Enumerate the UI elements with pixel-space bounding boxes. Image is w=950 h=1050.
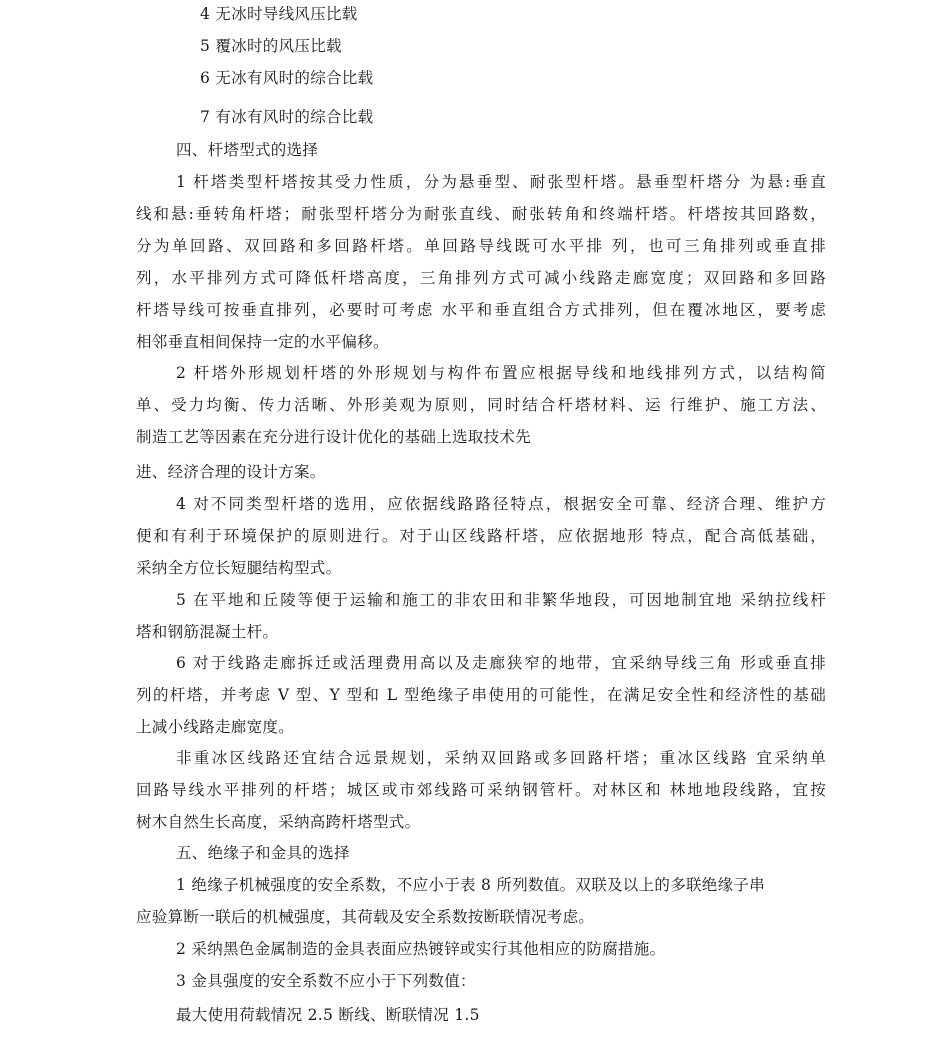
paragraph-line: 最大使用荷载情况 2.5 断线、断联情况 1.5 xyxy=(176,1006,480,1024)
paragraph-line: 2 采纳黑色金属制造的金具表面应热镀锌或实行其他相应的防腐措施。 xyxy=(176,940,666,958)
paragraph-line: 5 在平地和丘陵等便于运输和施工的非农田和非繁华地段，可因地制宜地 采纳拉线杆 xyxy=(176,591,826,609)
section-heading: 五、绝缘子和金具的选择 xyxy=(176,844,350,862)
paragraph-line: 相邻垂直相间保持一定的水平偏移。 xyxy=(136,333,389,351)
paragraph-line: 回路导线水平排列的杆塔；城区或市郊线路可采纳钢管杆。对林区和 林地地段线路，宜按 xyxy=(136,781,826,799)
paragraph-line: 制造工艺等因素在充分进行设计优化的基础上选取技术先 xyxy=(136,428,532,446)
section-heading: 四、杆塔型式的选择 xyxy=(176,141,319,159)
paragraph-line: 塔和钢筋混凝土杆。 xyxy=(136,623,279,641)
paragraph-line: 3 金具强度的安全系数不应小于下列数值： xyxy=(176,972,476,990)
paragraph-line: 进、经济合理的设计方案。 xyxy=(136,463,326,481)
list-item: 5 覆冰时的风压比载 xyxy=(200,37,342,55)
paragraph-line: 上减小线路走廊宽度。 xyxy=(136,718,295,736)
paragraph-line: 4 对不同类型杆塔的选用，应依据线路路径特点，根据安全可靠、经济合理、维护方 xyxy=(176,495,826,513)
paragraph-line: 列，水平排列方式可降低杆塔高度，三角排列方式可减小线路走廊宽度；双回路和多回路 xyxy=(136,269,826,287)
paragraph-line: 2 杆塔外形规划杆塔的外形规划与构件布置应根据导线和地线排列方式，以结构简 xyxy=(176,364,826,382)
paragraph-line: 单、受力均衡、传力活晰、外形美观为原则，同时结合杆塔材料、运 行维护、施工方法、 xyxy=(136,396,826,414)
paragraph-line: 应验算断一联后的机械强度，其荷载及安全系数按断联情况考虑。 xyxy=(136,908,595,926)
list-item: 6 无冰有风时的综合比载 xyxy=(200,69,374,87)
paragraph-line: 6 对于线路走廊拆迁或活理费用高以及走廊狭窄的地带，宜采纳导线三角 形或垂直排 xyxy=(176,654,826,672)
paragraph-line: 1 杆塔类型杆塔按其受力性质，分为悬垂型、耐张型杆塔。悬垂型杆塔分 为悬:垂直 xyxy=(176,173,826,191)
paragraph-line: 树木自然生长高度，采纳高跨杆塔型式。 xyxy=(136,813,421,831)
paragraph-line: 分为单回路、双回路和多回路杆塔。单回路导线既可水平排 列，也可三角排列或垂直排 xyxy=(136,237,826,255)
paragraph-line: 线和悬:垂转角杆塔；耐张型杆塔分为耐张直线、耐张转角和终端杆塔。杆塔按其回路数， xyxy=(136,205,826,223)
list-item: 4 无冰时导线风压比载 xyxy=(200,5,358,23)
paragraph-line: 列的杆塔，并考虑 V 型、Y 型和 L 型绝缘子串使用的可能性，在满足安全性和经济性的基础 xyxy=(136,686,826,704)
paragraph-line: 采纳全方位长短腿结构型式。 xyxy=(136,559,342,577)
paragraph-line: 杆塔导线可按垂直排列，必要时可考虑 水平和垂直组合方式排列，但在覆冰地区，要考虑 xyxy=(136,301,826,319)
list-item: 7 有冰有风时的综合比载 xyxy=(200,108,374,126)
paragraph-line: 1 绝缘子机械强度的安全系数，不应小于表 8 所列数值。双联及以上的多联绝缘子串 xyxy=(176,876,766,894)
paragraph-line: 非重冰区线路还宜结合远景规划，采纳双回路或多回路杆塔；重冰区线路 宜采纳单 xyxy=(176,749,826,767)
paragraph-line: 便和有利于环境保护的原则进行。对于山区线路杆塔，应依据地形 特点，配合高低基础， xyxy=(136,527,826,545)
